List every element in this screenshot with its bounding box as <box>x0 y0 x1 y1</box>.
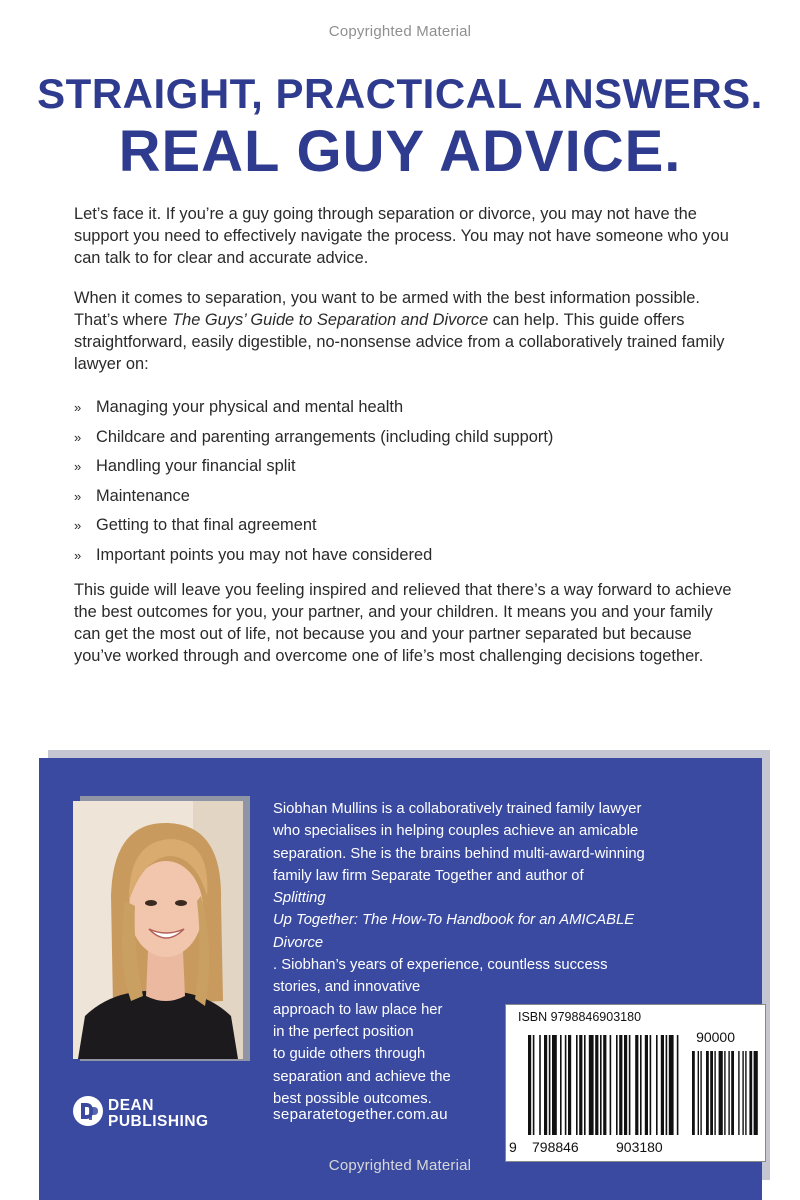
barcode-bar <box>595 1035 598 1135</box>
barcode-bar <box>579 1035 582 1135</box>
barcode-bar <box>552 1035 557 1135</box>
barcode-addon-bar <box>754 1051 758 1135</box>
headline-line-1: STRAIGHT, PRACTICAL ANSWERS. <box>37 70 763 117</box>
bio-line: separation. She is the brains behind multi-award-winning <box>273 845 645 862</box>
barcode-addon-bar <box>724 1051 725 1135</box>
author-photo <box>73 801 243 1059</box>
barcode-bar <box>650 1035 652 1135</box>
list-item-label: Important points you may not have considered <box>96 545 433 564</box>
list-item <box>74 426 553 456</box>
barcode-addon-bar <box>719 1051 723 1135</box>
bio-line: Siobhan Mullins is a collaboratively trained family lawyer <box>273 801 642 817</box>
publisher-line-2: PUBLISHING <box>108 1113 209 1130</box>
intro-paragraph-2 <box>74 287 734 375</box>
list-item-label: Getting to that final agreement <box>96 516 317 534</box>
bio-line <box>273 865 743 910</box>
barcode-bar <box>584 1035 586 1135</box>
barcode-bar <box>576 1035 578 1135</box>
bio-line: who specialises in helping couples achieve an amicable <box>273 823 639 840</box>
closing-paragraph: This guide will leave you feeling inspired and relieved that there’s a way forward to achieve the best outcomes for you, your partner, and your children. It means you and your family can get the most out of life, not because you and your partner separated but because you’ve worked through and overcome one of life’s most challenging decisions together. <box>74 581 732 665</box>
bio-line: approach to law place her <box>273 1001 443 1018</box>
barcode-bar <box>528 1035 531 1135</box>
barcode-bar <box>533 1035 535 1135</box>
website-url: separatetogether.com.au <box>273 1106 448 1123</box>
barcode-bar <box>635 1035 638 1135</box>
barcode-bar <box>669 1035 674 1135</box>
barcode-addon-bar <box>692 1051 695 1135</box>
barcode-bar <box>544 1035 547 1135</box>
barcode-bar <box>610 1035 612 1135</box>
barcode-digit-group-1: 798846 <box>532 1139 579 1155</box>
book-title-part-b: Up Together: The How-To Handbook for an AMICABLE <box>273 912 635 929</box>
barcode-bar <box>677 1035 679 1135</box>
chevron-icon: » <box>74 459 82 474</box>
bio-line: to guide others through <box>273 1046 426 1063</box>
barcode-bar <box>645 1035 648 1135</box>
list-item <box>74 544 553 574</box>
barcode-addon-bar <box>706 1051 709 1135</box>
barcode-bar <box>616 1035 618 1135</box>
bio-line: in the perfect position <box>273 1023 414 1040</box>
chevron-icon: » <box>74 518 82 533</box>
barcode-addon-bar <box>738 1051 739 1135</box>
barcode-bars <box>514 1027 759 1139</box>
isbn-label: ISBN 9798846903180 <box>518 1010 642 1024</box>
list-item-label: Managing your physical and mental health <box>96 398 404 416</box>
bio-line: stories, and innovative <box>273 979 421 996</box>
bio-line-text: . Siobhan’s years of experience, countless success <box>273 957 608 974</box>
barcode-bar <box>661 1035 664 1135</box>
watermark-bottom: Copyrighted Material <box>328 1157 472 1174</box>
bio-line: best possible outcomes. <box>273 1090 432 1107</box>
barcode-addon-bar <box>731 1051 734 1135</box>
dean-publishing-logo-icon <box>72 1095 104 1127</box>
barcode-addon-bar <box>710 1051 713 1135</box>
book-title-part-c: Divorce <box>273 934 324 951</box>
barcode-bar <box>568 1035 571 1135</box>
isbn-barcode <box>505 1004 766 1162</box>
barcode-addon-bar <box>700 1051 701 1135</box>
chevron-icon: » <box>74 400 82 415</box>
barcode-bar <box>624 1035 627 1135</box>
list-item <box>74 455 553 485</box>
barcode-bar <box>560 1035 562 1135</box>
chevron-icon: » <box>74 488 82 504</box>
list-item <box>74 396 553 426</box>
barcode-bar <box>640 1035 642 1135</box>
headline-line-2: REAL GUY ADVICE. <box>118 119 682 184</box>
barcode-digit-group-2: 903180 <box>616 1139 663 1155</box>
barcode-bar <box>656 1035 658 1135</box>
publisher-name <box>108 1098 209 1130</box>
barcode-bar <box>619 1035 622 1135</box>
barcode-addon-bar <box>749 1051 752 1135</box>
book-title-italic: The Guys’ Guide to Separation and Divorce <box>172 311 489 329</box>
barcode-bar <box>549 1035 551 1135</box>
book-title-part-a: Splitting <box>273 890 326 907</box>
author-portrait-illustration <box>73 801 243 1059</box>
price-code: 90000 <box>696 1029 735 1045</box>
barcode-addon-bar <box>698 1051 699 1135</box>
barcode-bar <box>666 1035 668 1135</box>
publisher-line-1: DEAN <box>108 1097 154 1114</box>
barcode-bar <box>603 1035 606 1135</box>
intro-paragraph-1: Let’s face it. If you’re a guy going through separation or divorce, you may not have the support you need to effectively navigate the process. You may not have someone who you can talk to for clear and accurate advice. <box>74 205 729 267</box>
list-item <box>74 514 553 544</box>
barcode-digit-first: 9 <box>509 1139 517 1155</box>
bio-line-text: family law firm Separate Together and author of <box>273 867 584 884</box>
chevron-icon: » <box>74 547 82 563</box>
para2-text-after: can help. This guide offers straightforward, easily digestible, no-nonsense advice from a collaboratively trained family lawyer on: <box>74 311 725 373</box>
list-item-label: Handling your financial split <box>96 457 296 475</box>
barcode-addon-bar <box>742 1051 743 1135</box>
barcode-addon-bar <box>728 1051 729 1135</box>
barcode-bar <box>629 1035 631 1135</box>
topics-list <box>74 396 553 573</box>
list-item-label: Maintenance <box>96 486 190 505</box>
watermark-top: Copyrighted Material <box>328 23 472 40</box>
barcode-addon-bar <box>714 1051 715 1135</box>
list-item <box>74 485 553 515</box>
barcode-bar <box>565 1035 567 1135</box>
chevron-icon: » <box>74 429 82 445</box>
barcode-bar <box>539 1035 541 1135</box>
barcode-bar <box>589 1035 594 1135</box>
bio-line <box>273 932 743 977</box>
barcode-bar <box>600 1035 602 1135</box>
list-item-label: Childcare and parenting arrangements (including child support) <box>96 427 554 446</box>
bio-line: separation and achieve the <box>273 1068 451 1085</box>
bio-line <box>273 909 743 931</box>
barcode-addon-bar <box>745 1051 746 1135</box>
para2-text-before: When it comes to separation, you want to be armed with the best information possible. That’s where <box>74 289 700 329</box>
